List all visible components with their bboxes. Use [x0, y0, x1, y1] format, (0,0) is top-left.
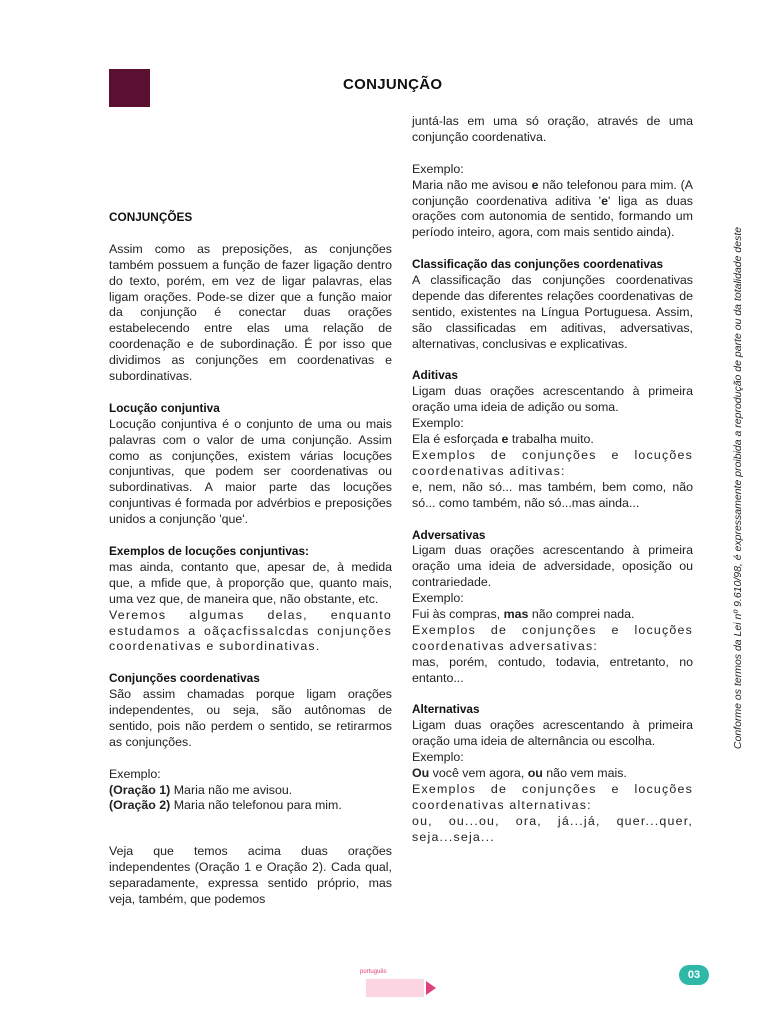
- heading-aditivas: Aditivas: [412, 368, 458, 383]
- paragraph-veremos: Veremos algumas delas, enquanto estudamos a oãçacfissalcdas conjunções coordenativas e subordinativas.: [109, 607, 392, 654]
- left-column: [109, 210, 392, 908]
- alt-ex-a: Ou: [412, 766, 430, 781]
- alt-ex-d: não vem mais.: [542, 766, 627, 781]
- logo-text: português: [360, 969, 387, 975]
- exemplo-label-right: Exemplo:: [412, 161, 464, 176]
- heading-alternativas: Alternativas: [412, 702, 480, 717]
- alt-ex-b: você vem agora,: [429, 766, 528, 781]
- adversativas-list: mas, porém, contudo, todavia, entretanto, no entanto...: [412, 654, 693, 685]
- paragraph-intro: Assim como as preposições, as conjunções também possuem a função de fazer ligação dentro do texto, porém, em vez de ligar palavras, elas ligam orações. Pode-se dizer que a função maior da conjunção é conectar duas orações estabelecendo entre elas uma relação de coordenação e de subordinação. É por isso que dividimos as conjunções em coordenativas e subordinativas.: [109, 241, 392, 384]
- ex-text-c: ' liga as duas orações com autonomia de sentido, formando um período inteiro, agora, com mais sentido ainda).: [412, 193, 694, 240]
- paragraph-juntalas: juntá-las em uma só oração, através de uma conjunção coordenativa.: [412, 114, 693, 144]
- heading-locucao: Locução conjuntiva: [109, 400, 220, 415]
- logo-bar: [366, 979, 424, 997]
- paragraph-veja: Veja que temos acima duas orações independentes (Oração 1 e Oração 2). Cada qual, separadamente, expressa sentido próprio, mas veja, também, que podemos: [109, 844, 392, 907]
- paragraph-adversativas: Ligam duas orações acrescentando à primeira oração uma ideia de adversidade, oposição ou contrariedade.: [412, 543, 693, 590]
- paragraph-exemplos-locucoes: mas ainda, contanto que, apesar de, à medida que, a mfide que, à proporção que, quanto mais, uma vez que, de maneira que, não obstante, etc.: [109, 559, 392, 606]
- oracao-1-text: Maria não me avisou.: [170, 782, 293, 797]
- paragraph-aditivas: Ligam duas orações acrescentando à primeira oração uma ideia de adição ou soma.: [412, 384, 693, 415]
- paragraph-classificacao: A classificação das conjunções coordenativas depende das diferentes relações coordenativas de sentido, existentes na Língua Portuguesa. Assim, são classificadas em aditivas, adversativas, alternativas, conclusivas e explicativas.: [412, 273, 693, 351]
- adversativas-exemplo: [412, 607, 693, 623]
- ad-ex-b: e: [501, 432, 509, 447]
- aditivas-list-label: Exemplos de conjunções e locuções coordenativas aditivas:: [412, 447, 693, 478]
- adv-ex-b: mas: [503, 607, 529, 622]
- heading-adversativas: Adversativas: [412, 527, 486, 542]
- footer-logo: [360, 969, 440, 999]
- ad-ex-c: trabalha muito.: [508, 432, 594, 447]
- paragraph-exemplo-maria: [412, 178, 693, 242]
- aditivas-exemplo: [412, 432, 693, 448]
- heading-coordenativas: Conjunções coordenativas: [109, 671, 260, 686]
- paragraph-locucao: Locução conjuntiva é o conjunto de uma ou mais palavras com o valor de uma conjunção. Assim como as conjunções, existem várias locuções conjuntivas, que podem ser coordenativas ou subordinativas. A maior parte das locuções conjuntivas é formada por advérbios e preposições unidos a conjunção 'que'.: [109, 416, 392, 527]
- heading-conjuncoes: CONJUNÇÕES: [109, 210, 193, 224]
- aditivas-exemplo-label: Exemplo:: [412, 416, 464, 431]
- page-title: CONJUNÇÃO: [343, 76, 443, 93]
- right-column: [412, 114, 693, 846]
- heading-classificacao: Classificação das conjunções coordenativas: [412, 257, 664, 272]
- oracao-1-label: (Oração 1): [109, 782, 171, 797]
- page-number-badge: 03: [679, 965, 709, 985]
- alternativas-exemplo: [412, 766, 693, 782]
- aditivas-list: e, nem, não só... mas também, bem como, não só... como também, não só...mas ainda...: [412, 479, 693, 510]
- adversativas-list-label: Exemplos de conjunções e locuções coordenativas adversativas:: [412, 622, 693, 653]
- alt-ex-c: ou: [527, 766, 543, 781]
- alternativas-exemplo-label: Exemplo:: [412, 750, 464, 765]
- adversativas-exemplo-label: Exemplo:: [412, 591, 464, 606]
- oracao-1-line: [109, 783, 392, 799]
- ad-ex-a: Ela é esforçada: [412, 432, 502, 447]
- oracao-2-line: [109, 798, 392, 814]
- paragraph-alternativas: Ligam duas orações acrescentando à primeira oração uma ideia de alternância ou escolha.: [412, 718, 693, 749]
- adv-ex-a: Fui às compras,: [412, 607, 504, 622]
- ex-text-a: Maria não me avisou: [412, 177, 532, 192]
- oracao-2-text: Maria não telefonou para mim.: [170, 798, 342, 813]
- adv-ex-c: não comprei nada.: [528, 607, 635, 622]
- heading-exemplos-locucoes: Exemplos de locuções conjuntivas:: [109, 543, 309, 558]
- ex-bold-e: e: [531, 177, 539, 192]
- alternativas-list: ou, ou...ou, ora, já...já, quer...quer, seja...seja...: [412, 813, 693, 844]
- oracao-2-label: (Oração 2): [109, 798, 171, 813]
- decorative-square: [109, 69, 150, 107]
- ex-bold-e2: e: [601, 193, 608, 208]
- play-arrow-icon: [426, 981, 436, 995]
- side-note-text: Conforme os termos da Lei nº 9.610/98, é expressamente proibida a reprodução de parte ou da totalidade deste: [732, 226, 744, 750]
- paragraph-coordenativas: São assim chamadas porque ligam orações independentes, ou seja, são autônomas de sentido, pois não perdem o sentido, se retirarmos as conjunções.: [109, 687, 392, 749]
- ex-text-b: não telefonou para mim. (A conjunção coordenativa aditiva ': [412, 177, 693, 208]
- exemplo-label: Exemplo:: [109, 766, 161, 781]
- alternativas-list-label: Exemplos de conjunções e locuções coordenativas alternativas:: [412, 781, 693, 812]
